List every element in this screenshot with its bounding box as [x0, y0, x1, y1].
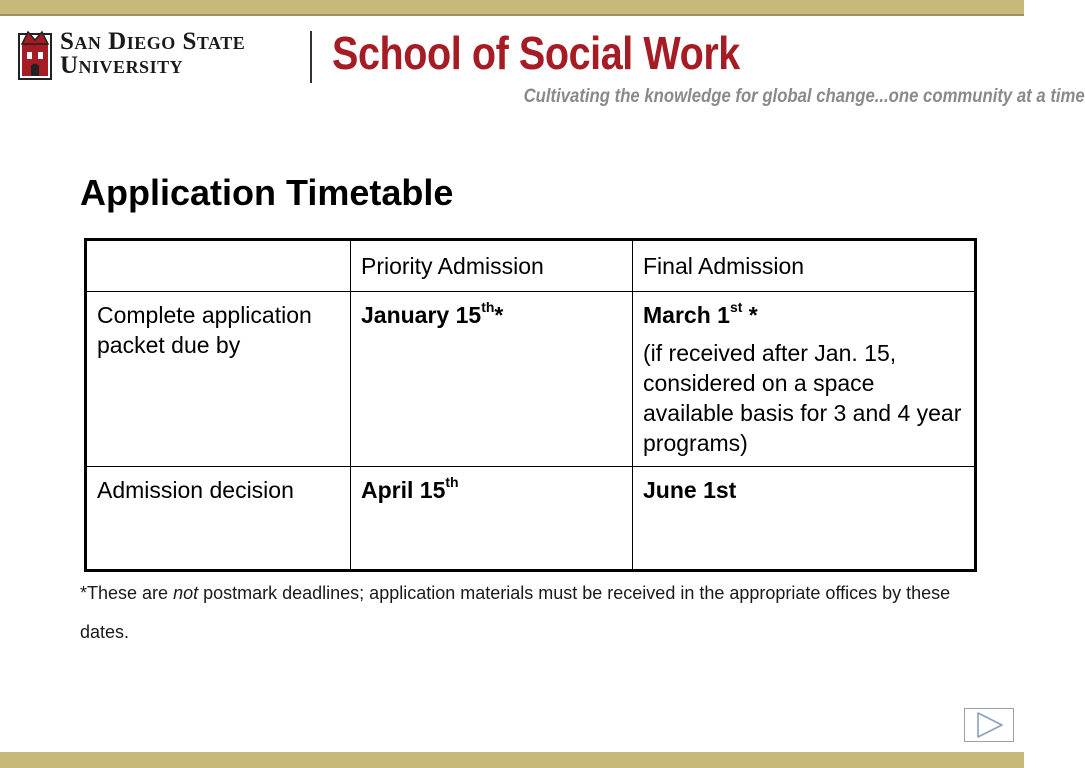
- final-deadline: [633, 292, 976, 467]
- final-deadline-note: (if received after Jan. 15, considered on a space available basis for 3 and 4 year programs): [643, 340, 962, 456]
- final-decision: [633, 467, 976, 571]
- priority-deadline: [351, 292, 633, 467]
- header-cell-final: Final Admission: [633, 240, 976, 292]
- table-row: [86, 292, 976, 467]
- top-band-line: [0, 14, 1024, 16]
- date-main: March 1: [643, 302, 730, 328]
- sdsu-logo-icon: [18, 28, 52, 80]
- date-suffix: *: [742, 302, 758, 328]
- footnote: [80, 574, 980, 652]
- date-main: January 15: [361, 302, 482, 328]
- date-ordinal: th: [481, 299, 495, 316]
- next-slide-button[interactable]: [964, 708, 1014, 742]
- university-name: [60, 30, 300, 78]
- date-main: June 1st: [643, 477, 737, 503]
- footnote-emphasis: not: [173, 583, 199, 603]
- university-name-line1: San Diego State: [60, 28, 246, 55]
- header-cell-priority: Priority Admission: [351, 240, 633, 292]
- play-triangle-icon: [965, 709, 1013, 741]
- final-deadline-date: [643, 300, 964, 330]
- tagline: Cultivating the knowledge for global change...one community at a time: [523, 86, 1085, 107]
- university-name-line2: University: [60, 52, 184, 79]
- row-label: Complete application packet due by: [86, 292, 351, 467]
- school-title: School of Social Work: [332, 27, 740, 79]
- date-suffix: *: [494, 302, 504, 328]
- header-divider: [310, 31, 312, 83]
- date-ordinal: st: [729, 299, 743, 316]
- top-band: [0, 0, 1024, 14]
- row-label: Admission decision: [86, 467, 351, 571]
- footnote-suffix: postmark deadlines; application materials must be received in the appropriate offices by these dates.: [80, 583, 951, 642]
- footnote-prefix: *These are: [80, 583, 174, 603]
- table-row: [86, 467, 976, 571]
- table-header-row: [86, 240, 976, 292]
- header-cell-empty: [86, 240, 351, 292]
- priority-decision: [351, 467, 633, 571]
- timetable: [84, 238, 977, 572]
- bottom-band: [0, 752, 1024, 768]
- date-ordinal: th: [445, 474, 459, 491]
- date-main: April 15: [361, 477, 446, 503]
- page-title: Application Timetable: [80, 172, 454, 213]
